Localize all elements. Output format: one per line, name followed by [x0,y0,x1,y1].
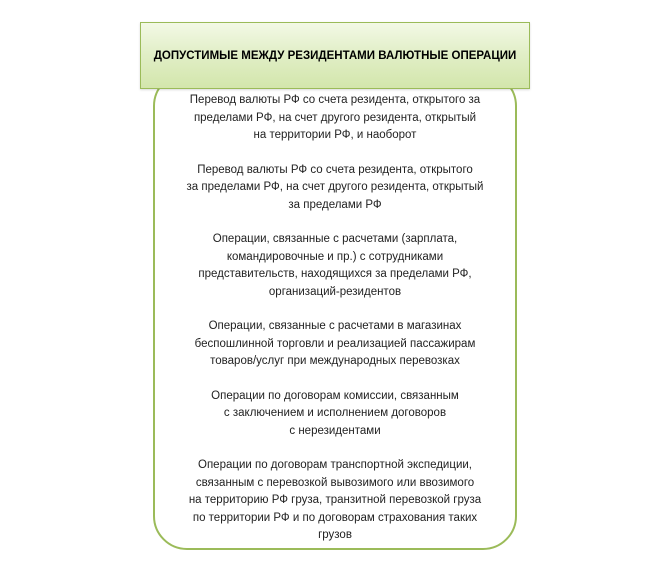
list-item: Операции, связанные с расчетами (зарплата, командировочные и пр.) с сотрудниками представительств, находящихся за пределами РФ, организаций-резидентов [198,233,472,298]
list-item: Операции по договорам комиссии, связанным с заключением и исполнением договоров с нерезидентами [211,389,459,437]
list-item: Перевод валюты РФ со счета резидента, открытого за пределами РФ, на счет другого резидента, открытый за пределами РФ [186,163,484,211]
list-item: Операции по договорам транспортной экспедиции, связанным с перевозкой вывозимого или ввозимого на территорию РФ груза, транзитной перевозкой груза по территории РФ и по договорам страхования таких грузов [188,459,482,541]
list-item: Операции, связанные с расчетами в магазинах беспошлинной торговли и реализацией пассажирам товаров/услуг при международных перевозках [194,320,476,367]
header-box [140,22,530,89]
operations-list [160,92,510,562]
header-title: ДОПУСТИМЫЕ МЕЖДУ РЕЗИДЕНТАМИ ВАЛЮТНЫЕ ОПЕРАЦИИ [153,49,517,62]
list-item: Перевод валюты РФ со счета резидента, открытого за пределами РФ, на счет другого резидента, открытый на территории РФ, и наоборот [189,94,481,141]
